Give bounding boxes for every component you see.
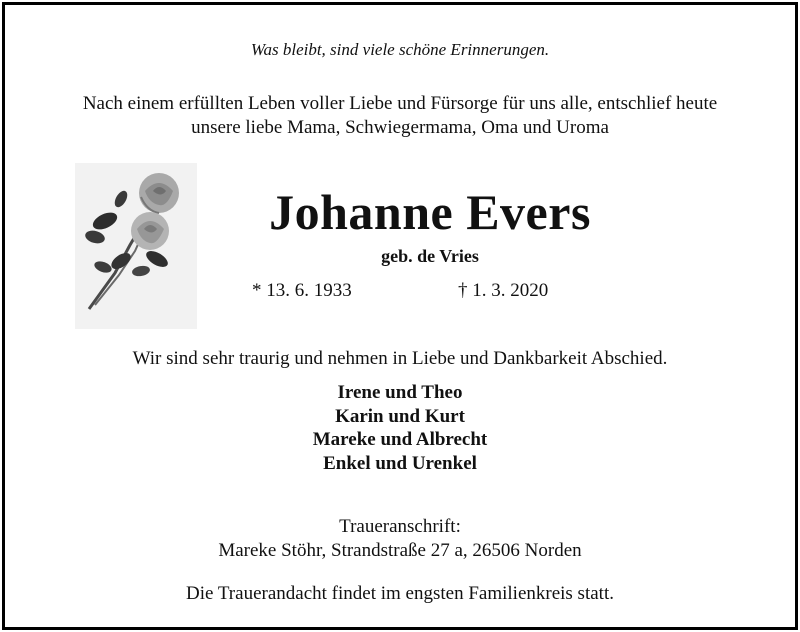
family-member: Enkel und Urenkel [323,452,477,474]
address: Mareke Stöhr, Strandstraße 27 a, 26506 Norden [218,540,582,561]
birth-date: * 13. 6. 1933 [252,280,352,301]
death-date: † 1. 3. 2020 [458,280,549,301]
deceased-name: Johanne Evers [269,184,591,240]
family-member: Karin und Kurt [335,405,465,427]
obituary-notice [2,2,798,630]
born-name: geb. de Vries [381,246,479,266]
motto: Was bleibt, sind viele schöne Erinnerungen. [250,40,550,59]
farewell-text: Wir sind sehr traurig und nehmen in Liebe und Dankbarkeit Abschied. [132,348,668,369]
address-label: Traueranschrift: [339,516,461,537]
family-member: Irene und Theo [337,382,463,403]
family-list [5,381,795,475]
family-member: Mareke und Albrecht [312,429,488,450]
service-info: Die Trauerandacht findet im engsten Familienkreis statt. [186,583,614,604]
intro-line-2: unsere liebe Mama, Schwiegermama, Oma und Uroma [191,117,609,138]
intro-line-1: Nach einem erfüllten Leben voller Liebe und Fürsorge für uns alle, entschlief heute [82,93,718,114]
